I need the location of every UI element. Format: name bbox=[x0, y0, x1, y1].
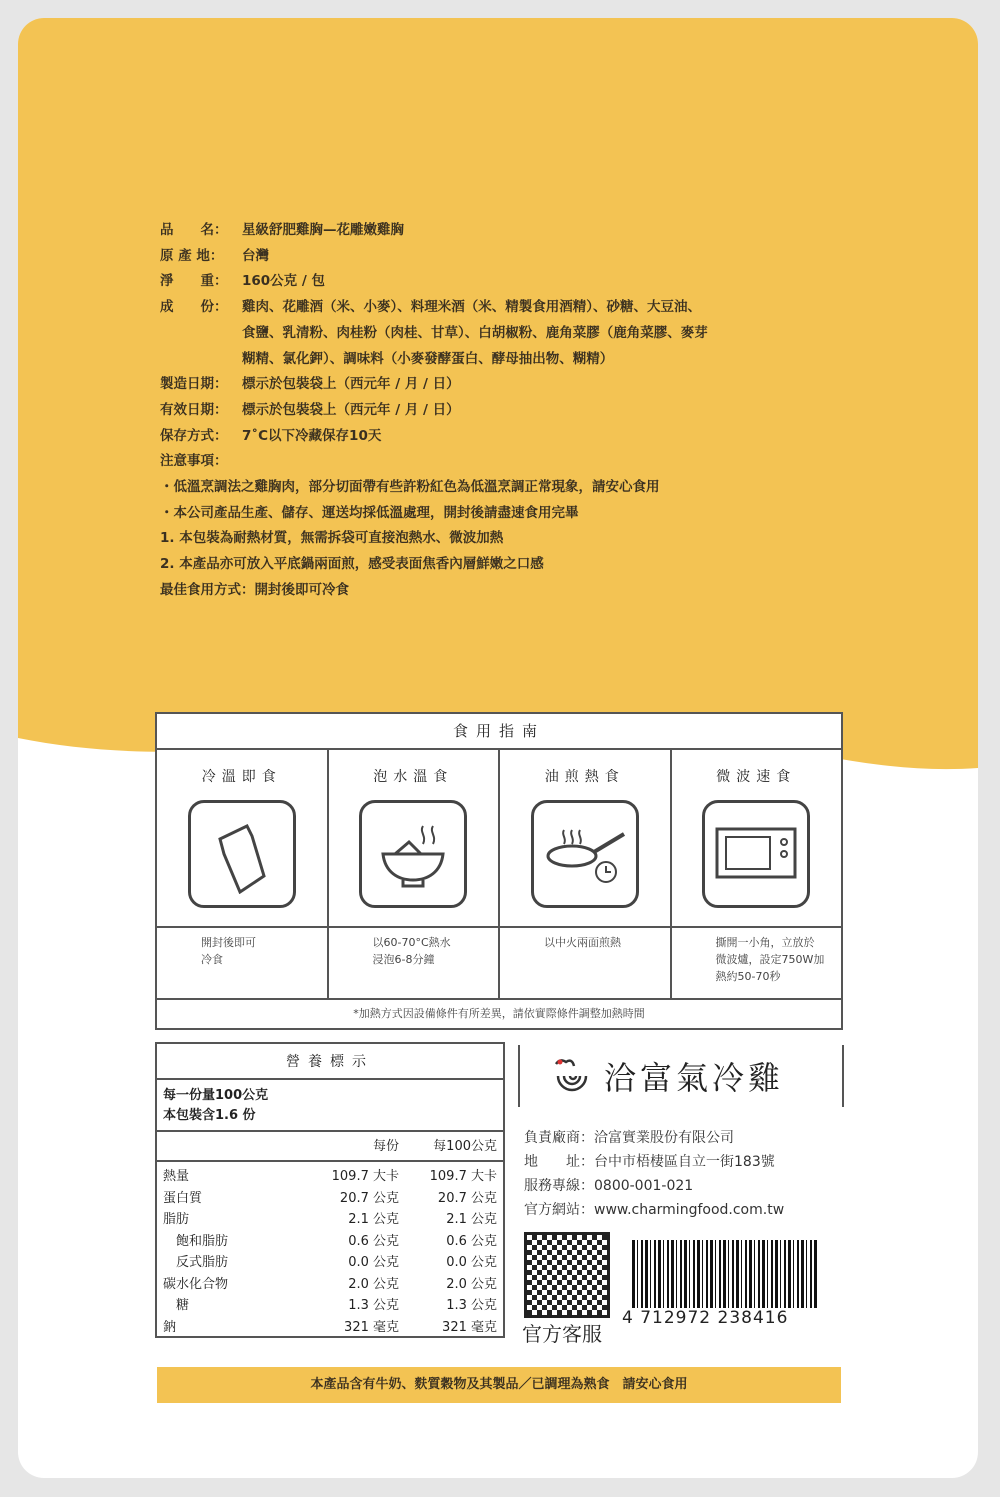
guide-microwave bbox=[672, 750, 842, 998]
per-100g-value: 0.6 公克 bbox=[446, 1233, 497, 1249]
note: ・低溫烹調法之雞胸肉，部分切面帶有些許粉紅色為低溫烹調正常現象，請安心食用 bbox=[160, 479, 660, 496]
nutrition-row bbox=[163, 1274, 497, 1296]
brand-logo bbox=[518, 1045, 844, 1107]
nutrition-facts bbox=[155, 1042, 505, 1338]
guide-title: 食用指南 bbox=[157, 714, 841, 750]
guide-text: 以60-70°C熱水 浸泡6-8分鐘 bbox=[372, 936, 451, 966]
per-100g-value: 2.0 公克 bbox=[446, 1276, 497, 1292]
label: 淨 重： bbox=[160, 273, 228, 290]
company-name: 負責廠商：洽富實業股份有限公司 bbox=[524, 1130, 734, 1146]
expiry-date: 標示於包裝袋上（西元年 / 月 / 日） bbox=[242, 401, 460, 418]
usage-guide bbox=[155, 712, 843, 1030]
nutrient-name: 碳水化合物 bbox=[163, 1276, 229, 1292]
nutrient-name: 熱量 bbox=[163, 1169, 190, 1184]
pouch-icon bbox=[188, 800, 296, 908]
serving-size: 每一份量100公克 bbox=[163, 1088, 269, 1103]
ingredients: 糊精、氯化鉀）、調味料（小麥發酵蛋白、酵母抽出物、糊精） bbox=[242, 350, 614, 367]
label: 原 產 地： bbox=[160, 247, 224, 264]
per-100g-value: 321 毫克 bbox=[442, 1319, 497, 1335]
per-serving-value: 2.1 公克 bbox=[348, 1212, 399, 1227]
note: 1. 本包裝為耐熱材質，無需拆袋可直接泡熱水、微波加熱 bbox=[160, 530, 504, 547]
brand-name: 洽富氣冷雞 bbox=[604, 1059, 785, 1097]
nutrient-name: 鈉 bbox=[163, 1319, 177, 1335]
ingredients: 雞肉、花雕酒（米、小麥）、料理米酒（米、精製食用酒精）、砂糖、大豆油、 bbox=[242, 299, 701, 316]
barcode-number: 4 712972 238416 bbox=[618, 1308, 818, 1328]
microwave-icon bbox=[702, 800, 810, 908]
frying-pan-icon bbox=[531, 800, 639, 908]
best-way: 最佳食用方式：開封後即可冷食 bbox=[160, 581, 349, 598]
company-info bbox=[524, 1126, 784, 1222]
per-serving-value: 0.6 公克 bbox=[348, 1233, 399, 1249]
origin: 台灣 bbox=[242, 247, 269, 264]
guide-head: 微波速食 bbox=[716, 769, 797, 785]
per-serving-value: 0.0 公克 bbox=[348, 1255, 399, 1270]
nutrition-row bbox=[163, 1166, 497, 1188]
label: 保存方式： bbox=[160, 427, 228, 444]
nutrition-title: 營養標示 bbox=[157, 1044, 503, 1080]
per-100g-value: 109.7 大卡 bbox=[429, 1169, 497, 1184]
nutrition-row bbox=[163, 1317, 497, 1339]
qr-label: 官方客服 bbox=[522, 1322, 602, 1346]
col-per-100g: 每100公克 bbox=[433, 1139, 497, 1154]
note: ・本公司產品生產、儲存、運送均採低溫處理，開封後請盡速食用完畢 bbox=[160, 504, 579, 521]
nutrient-name: 反式脂肪 bbox=[163, 1255, 229, 1270]
per-100g-value: 20.7 公克 bbox=[437, 1190, 497, 1206]
label: 有效日期： bbox=[160, 401, 228, 418]
company-address: 地 址：台中市梧棲區自立一街183號 bbox=[524, 1154, 775, 1170]
per-100g-value: 2.1 公克 bbox=[446, 1212, 497, 1227]
label: 成 份： bbox=[160, 299, 228, 316]
qr-code[interactable] bbox=[524, 1232, 610, 1318]
guide-fry bbox=[500, 750, 672, 998]
nutrition-row bbox=[163, 1188, 497, 1210]
package-back bbox=[18, 18, 978, 1478]
guide-cold bbox=[157, 750, 329, 998]
label: 製造日期： bbox=[160, 376, 228, 393]
nutrient-name: 脂肪 bbox=[163, 1212, 190, 1227]
guide-text: 撕開一小角，立放於 微波爐，設定750W加 熱約50-70秒 bbox=[715, 936, 825, 983]
nutrient-name: 糖 bbox=[163, 1298, 190, 1313]
label bbox=[160, 321, 242, 347]
per-serving-value: 2.0 公克 bbox=[348, 1276, 399, 1292]
nutrient-name: 蛋白質 bbox=[163, 1190, 203, 1206]
website-link[interactable]: 官方網站：www.charmingfood.com.tw bbox=[524, 1202, 785, 1218]
label bbox=[160, 347, 242, 373]
storage: 7˚C以下冷藏保存10天 bbox=[242, 427, 382, 444]
label: 注意事項： bbox=[160, 453, 228, 470]
product-name: 星級舒肥雞胸—花雕嫩雞胸 bbox=[242, 222, 404, 238]
service-hotline: 服務專線：0800-001-021 bbox=[524, 1178, 694, 1194]
guide-footnote: *加熱方式因設備條件有所差異，請依實際條件調整加熱時間 bbox=[353, 1007, 645, 1020]
manufacture-date: 標示於包裝袋上（西元年 / 月 / 日） bbox=[242, 376, 460, 393]
per-serving-value: 1.3 公克 bbox=[348, 1298, 399, 1313]
per-100g-value: 0.0 公克 bbox=[446, 1255, 497, 1270]
nutrition-row bbox=[163, 1252, 497, 1274]
nutrition-row bbox=[163, 1295, 497, 1317]
nutrient-name: 飽和脂肪 bbox=[163, 1233, 229, 1249]
guide-head: 油煎熱食 bbox=[544, 769, 625, 785]
servings-per-pack: 本包裝含1.6 份 bbox=[163, 1108, 256, 1123]
bowl-icon bbox=[359, 800, 467, 908]
guide-text: 開封後即可 冷食 bbox=[201, 936, 256, 966]
guide-text: 以中火兩面煎熱 bbox=[544, 936, 621, 949]
ingredients: 食鹽、乳清粉、肉桂粉（肉桂、甘草）、白胡椒粉、鹿角菜膠（鹿角菜膠、麥芽 bbox=[242, 324, 708, 341]
nutrition-row bbox=[163, 1209, 497, 1231]
guide-head: 冷溫即食 bbox=[201, 769, 282, 785]
note: 2. 本產品亦可放入平底鍋兩面煎，感受表面焦香內層鮮嫩之口感 bbox=[160, 556, 544, 573]
label: 品 名： bbox=[160, 222, 228, 238]
per-serving-value: 109.7 大卡 bbox=[331, 1169, 399, 1184]
nutrition-row bbox=[163, 1231, 497, 1253]
net-weight: 160公克 / 包 bbox=[242, 273, 326, 290]
col-per-serving: 每份 bbox=[372, 1139, 399, 1154]
product-info bbox=[160, 218, 708, 604]
per-100g-value: 1.3 公克 bbox=[446, 1298, 497, 1313]
guide-head: 泡水溫食 bbox=[373, 769, 454, 785]
allergen-notice: 本產品含有牛奶、麩質穀物及其製品／已調理為熟食 請安心食用 bbox=[157, 1367, 841, 1403]
per-serving-value: 321 毫克 bbox=[344, 1319, 399, 1335]
rooster-icon bbox=[550, 1054, 594, 1098]
guide-soak bbox=[329, 750, 501, 998]
per-serving-value: 20.7 公克 bbox=[339, 1190, 399, 1206]
